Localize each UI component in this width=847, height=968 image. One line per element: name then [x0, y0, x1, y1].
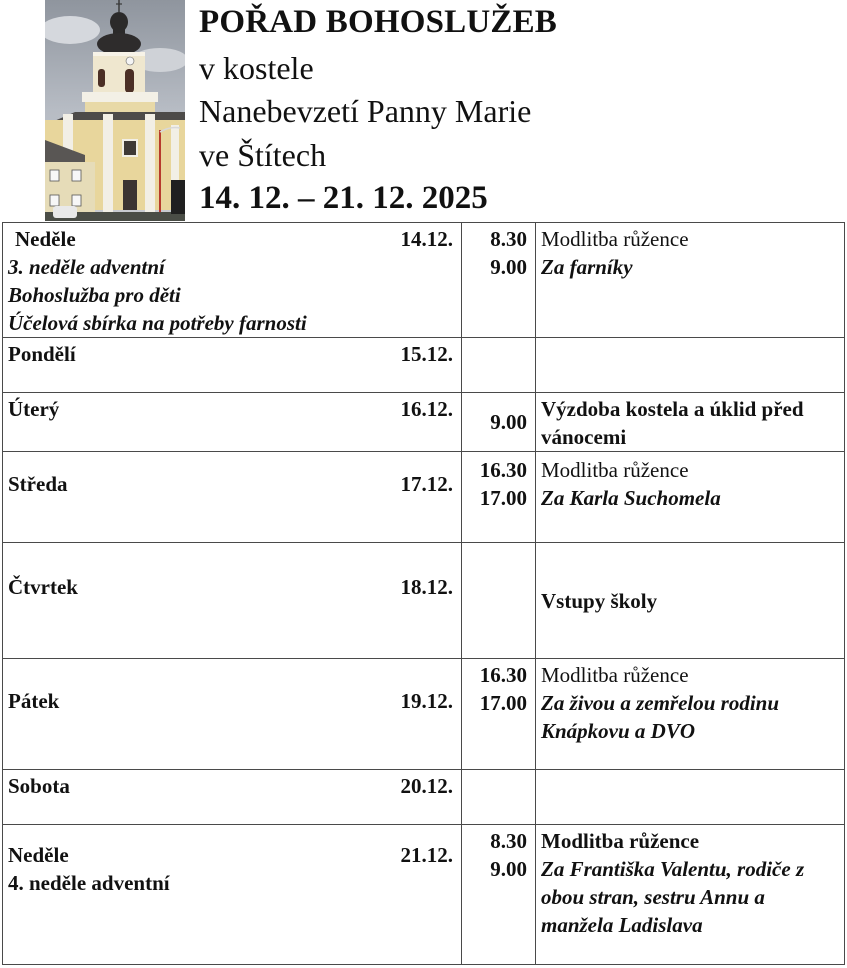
date-range: 14. 12. – 21. 12. 2025	[199, 180, 488, 216]
event: Za farníky	[541, 255, 633, 279]
event: Výzdoba kostela a úklid před vánocemi	[541, 397, 804, 449]
event-cell	[536, 223, 845, 338]
day-date: 18.12.	[400, 575, 453, 599]
time: 8.30	[490, 227, 527, 251]
table-row	[3, 393, 845, 452]
day-date: 17.12.	[400, 472, 453, 496]
day-note: Účelová sbírka na potřeby farnosti	[8, 311, 307, 335]
time: 16.30	[479, 663, 527, 687]
table-row	[3, 452, 845, 543]
table-row	[3, 223, 845, 338]
event-cell	[536, 393, 845, 452]
day-name: Neděle	[15, 227, 76, 251]
event-cell	[536, 825, 845, 965]
church-name: Nanebevzetí Panny Marie	[199, 93, 532, 129]
day-date: 21.12.	[400, 843, 453, 867]
day-note: 3. neděle adventní	[8, 255, 165, 279]
day-name: Středa	[8, 472, 68, 496]
day-name: Úterý	[8, 397, 60, 421]
event-cell	[536, 770, 845, 825]
day-date: 19.12.	[400, 689, 453, 713]
event-cell	[536, 659, 845, 770]
day-date: 14.12.	[400, 227, 453, 251]
table-row	[3, 659, 845, 770]
day-cell	[3, 770, 462, 825]
day-note: 4. neděle adventní	[8, 871, 170, 895]
event: Vstupy školy	[541, 588, 658, 613]
time-cell	[462, 770, 536, 825]
table-row	[3, 543, 845, 659]
time-cell	[462, 452, 536, 543]
day-name: Čtvrtek	[8, 575, 78, 599]
time-cell	[462, 393, 536, 452]
day-name: Pátek	[8, 689, 60, 713]
day-name: Pondělí	[8, 342, 76, 366]
day-date: 20.12.	[400, 774, 453, 798]
time: 16.30	[479, 458, 527, 482]
page-title: POŘAD BOHOSLUŽEB	[199, 4, 558, 40]
event: Modlitba růžence	[541, 227, 689, 251]
event-cell	[536, 338, 845, 393]
event: Za Karla Suchomela	[541, 486, 721, 510]
time: 8.30	[490, 829, 527, 853]
event: Modlitba růžence	[541, 458, 689, 482]
day-cell	[3, 393, 462, 452]
time-cell	[462, 543, 536, 659]
time: 9.00	[490, 857, 527, 881]
time-cell	[462, 338, 536, 393]
event: Modlitba růžence	[541, 663, 689, 687]
church-photo	[45, 0, 185, 221]
event: Za živou a zemřelou rodinu Knápkovu a DVO	[541, 691, 780, 743]
time: 17.00	[479, 486, 527, 510]
schedule-table	[2, 222, 845, 965]
day-cell	[3, 338, 462, 393]
day-cell	[3, 825, 462, 965]
time-cell	[462, 825, 536, 965]
time-cell	[462, 659, 536, 770]
day-date: 15.12.	[400, 342, 453, 366]
day-name: Neděle	[8, 843, 69, 867]
time: 9.00	[490, 410, 527, 434]
time-cell	[462, 223, 536, 338]
day-date: 16.12.	[400, 397, 453, 421]
time: 17.00	[479, 691, 527, 715]
event: Za Františka Valentu, rodiče z obou stran, sestru Annu a manžela Ladislava	[541, 857, 805, 937]
event: Modlitba růžence	[541, 829, 700, 853]
day-cell	[3, 223, 462, 338]
day-cell	[3, 452, 462, 543]
table-row	[3, 338, 845, 393]
day-cell	[3, 543, 462, 659]
location: ve Štítech	[199, 137, 327, 173]
subtitle-line-1: v kostele	[199, 50, 314, 86]
table-row	[3, 825, 845, 965]
event-cell	[536, 452, 845, 543]
day-note: Bohoslužba pro děti	[8, 283, 181, 307]
time: 9.00	[490, 255, 527, 279]
table-row	[3, 770, 845, 825]
day-name: Sobota	[8, 774, 70, 798]
event-cell	[536, 543, 845, 659]
day-cell	[3, 659, 462, 770]
